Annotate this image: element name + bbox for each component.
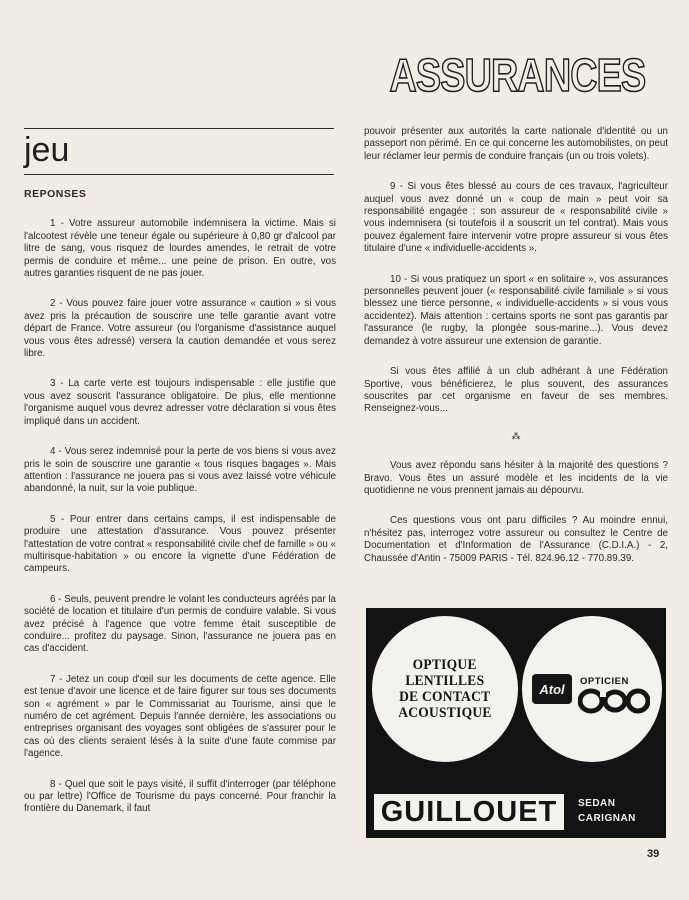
page-number: 39 — [647, 848, 660, 860]
service-line: ACOUSTIQUE — [398, 705, 492, 721]
left-text-column — [24, 188, 336, 834]
paragraph-separator: ⁂ — [511, 430, 521, 441]
answer-paragraph: 2 - Vous pouvez faire jouer votre assurance « caution » si vous avez pris la précaution de souscrire une telle garantie avant votre départ de France. Votre assureur (ou l'organisme d'assistance auquel vous vous êtes adressé) versera la caution demandée et vous serez libre. — [24, 298, 336, 360]
brand-circle — [522, 616, 662, 762]
optician-logo-icon — [578, 688, 650, 714]
responses-heading: REPONSES — [24, 188, 87, 200]
service-line: OPTIQUE — [412, 657, 478, 673]
service-line: DE CONTACT — [399, 689, 491, 705]
services-circle — [372, 616, 518, 762]
conclusion-paragraph: Ces questions vous ont paru difficiles ? Au moindre ennui, n'hésitez pas, interrogez votre assureur ou consultez le Centre de Documentation et d'Information de l'Assurance (C.D.I.A.) - 2, Chaussée d'Antin - 75009 PARIS - Tél. 824.96.12 - 770.89.39. — [364, 515, 668, 564]
answer-continuation: pouvoir présenter aux autorités la carte nationale d'identité ou un passeport non périmé. En ce qui concerne les automobilistes, on peut leur réclamer leur permis de conduire français (un ou trois volets). — [364, 126, 668, 162]
section-divider-bottom — [24, 174, 334, 175]
answer-paragraph: 5 - Pour entrer dans certains camps, il est indispensable de produire une attestation d'assurance. Vous pouvez présenter l'attestation de votre contrat « responsabilité civile chef de famille » ou « multirisque-habitation » ou encore la vignette d'une Fédération de campeurs. — [24, 513, 336, 575]
optician-advertisement — [366, 608, 666, 838]
city-label: CARIGNAN — [578, 813, 636, 824]
right-text-column — [364, 126, 668, 583]
answer-paragraph: 7 - Jetez un coup d'œil sur les documents de cette agence. Elle est tenue d'avoir une licence et de faire figurer sur tous ses documents son « agrément » par le Commissariat au Tourisme, ainsi que le numéro de cet agrément. Depuis l'année dernière, les associations ou entreprises organisant des voyages sont obligées de s'assurer pour le cas où des clients seraient lésés à la suite d'une faute commise par l'agence. — [24, 673, 336, 760]
section-title: jeu — [24, 131, 70, 169]
section-header-title: ASSURANCES — [389, 49, 646, 101]
answer-paragraph: 8 - Quel que soit le pays visité, il suffit d'interroger (par téléphone ou par lettre) l'Office de Tourisme du pays concerné. Pour franchir la frontière du Danemark, il faut — [24, 778, 336, 815]
answer-paragraph: Si vous êtes affilié à un club adhérant à une Fédération Sportive, vous bénéficierez, le plus souvent, des assurances souscrites par cet organisme en faveur de ses membres. Renseignez-vous... — [364, 366, 668, 415]
opticien-label: OPTICIEN — [580, 676, 629, 687]
conclusion-paragraph: Vous avez répondu sans hésiter à la majorité des questions ? Bravo. Vous êtes un assuré modèle et les incidents de la vie quotidienne ne vous prennent jamais au dépourvu. — [364, 460, 668, 496]
business-name: GUILLOUET — [374, 794, 564, 830]
answer-paragraph: 9 - Si vous êtes blessé au cours de ces travaux, l'agriculteur auquel vous avez donné un « coup de main » peut voir sa responsabilité engagée : son assureur de « responsabilité civile » vous indemnisera (si toutefois il a souscrit un tel contrat). Mais vous pouvez également faire intervenir votre propre assureur si vous êtes titulaire d'une « individuelle-accidents ». — [364, 181, 668, 255]
answer-paragraph: 10 - Si vous pratiquez un sport « en solitaire », vos assurances personnelles peuvent jouer (« responsabilité civile familiale » si vous blessez une tierce personne, « individuelle-accidents » si vous vous accidentez). Mais attention : certains sports ne sont pas garantis par l'assurance (le rugby, la plongée sous-marine...). Vous devez demandez à votre assureur une extension de garantie. — [364, 273, 668, 347]
section-divider-top — [24, 128, 334, 129]
answer-paragraph: 4 - Vous serez indemnisé pour la perte de vos biens si vous avez pris le soin de souscrire une garantie « tous risques bagages ». Mais attention : l'assurance ne jouera pas si vous avez laissé votre véhicule abandonné, la nuit, sur la voie publique. — [24, 446, 336, 495]
atol-logo: Atol — [532, 674, 572, 704]
service-line: LENTILLES — [405, 673, 485, 689]
answer-paragraph: 1 - Votre assureur automobile indemnisera la victime. Mais si l'alcootest révèle une teneur égale ou supérieure à 0,80 gr d'alcool par litre de sang, vous risquez de lourdes amendes, le retrait de votre permis de conduire et même... une peine de prison. En outre, vos autres garanties risquent de ne pas jouer. — [24, 218, 336, 280]
answer-paragraph: 6 - Seuls, peuvent prendre le volant les conducteurs agréés par la société de location et titulaire d'un permis de conduire valable. Si vous avez précisé à l'agence que votre femme était susceptible de conduire... profitez du paysage. Sinon, l'assurance ne jouera pas en cas d'accident. — [24, 593, 336, 655]
answer-paragraph: 3 - La carte verte est toujours indispensable : elle justifie que vous avez souscrit l'assurance obligatoire. De plus, elle mentionne l'organisme auquel vous devrez adresser votre déclaration si vous êtes impliqué dans un accident. — [24, 378, 336, 427]
city-label: SEDAN — [578, 798, 616, 809]
